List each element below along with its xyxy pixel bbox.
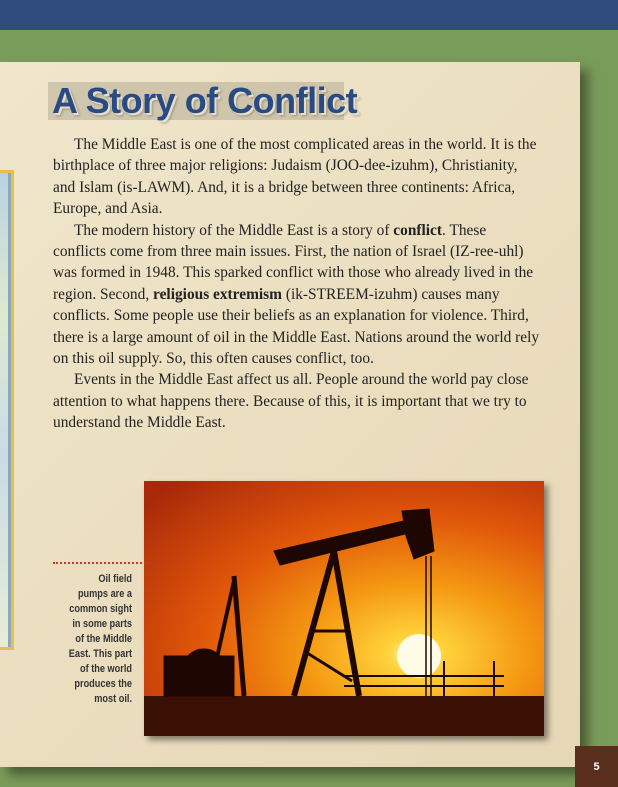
map-image-edge xyxy=(0,170,14,650)
page-number: 5 xyxy=(575,746,618,787)
page-title: A Story of Conflict xyxy=(52,80,358,121)
glossary-term-conflict: conflict xyxy=(393,221,443,239)
oil-pump-photo xyxy=(144,481,544,736)
body-text xyxy=(53,134,543,434)
top-color-bar xyxy=(0,0,618,30)
paragraph-2: The modern history of the Middle East is a story of conflict. These conflicts come from three main issues. First, the nation of Israel (IZ-ree-uhl) was formed in 1948. This sparked conflict with those who already lived in the region. Second, religious extremism (ik-STREEM-izuhm) causes many conflicts. Some people use their beliefs as an explanation for violence. Third, there is a large amount of oil in the Middle East. Nations around the world rely on this oil supply. So, this often causes conflict, too. xyxy=(53,221,540,368)
photo-caption: Oil field pumps are a common sight in some parts of the Middle East. This part of the world produces the most oil. xyxy=(68,573,132,705)
glossary-term-religious-extremism: religious extremism xyxy=(153,285,282,303)
paragraph-1: The Middle East is one of the most complicated areas in the world. It is the birthplace of three major religions: Judaism (JOO-dee-izuhm), Christianity, and Islam (is-LAWM). And, it is a bridge between three continents: Africa, Europe, and Asia. xyxy=(53,136,537,218)
paragraph-3: Events in the Middle East affect us all. People around the world pay close attention to what happens there. Because of this, it is important that we try to understand the Middle East. xyxy=(53,371,529,432)
caption-leader-line xyxy=(53,562,165,564)
